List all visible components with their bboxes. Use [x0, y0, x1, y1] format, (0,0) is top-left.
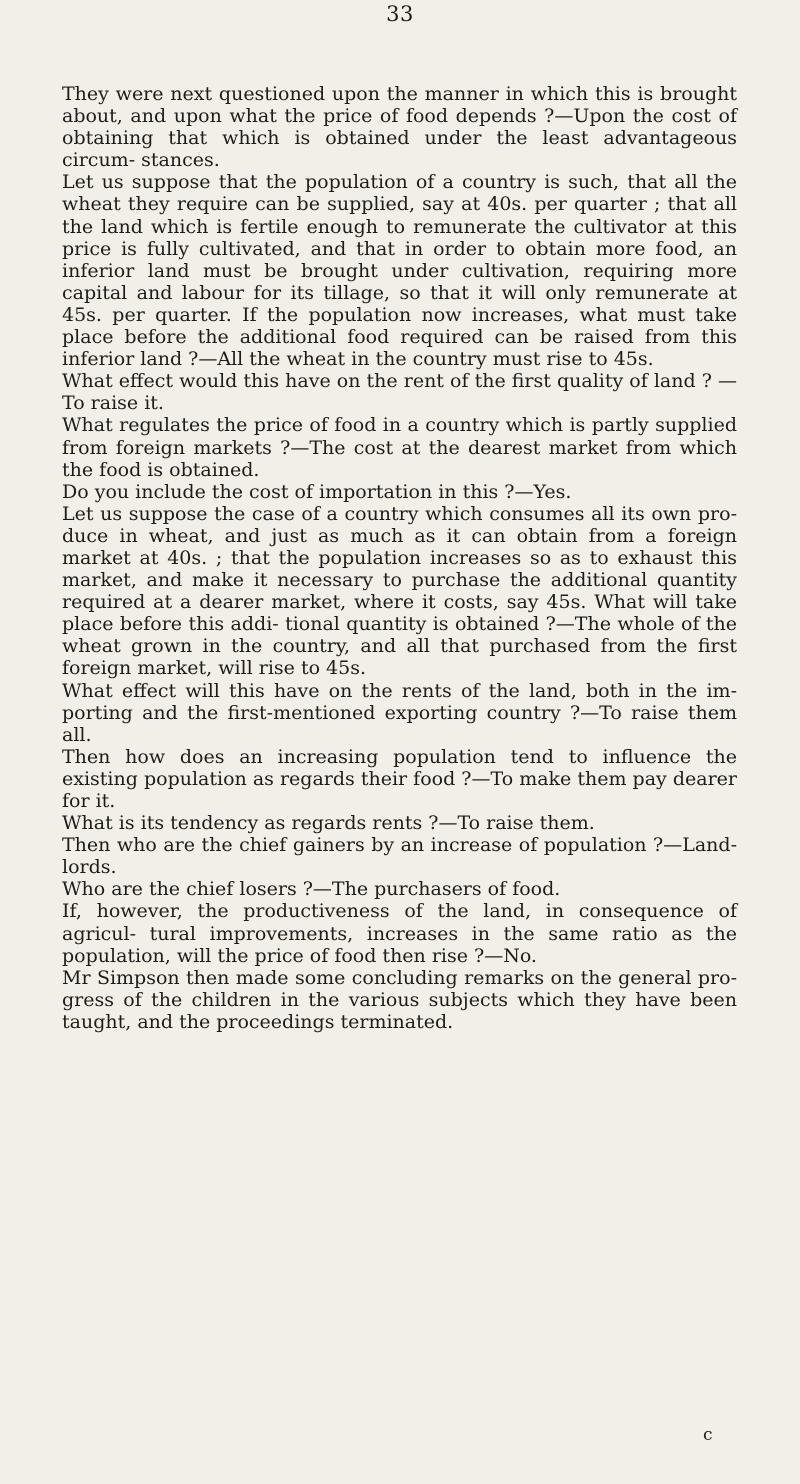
paragraph: They were next questioned upon the manner in which this is brought about, and upon what the price of food depends ?—Upon the cost of obtaining that which is obtained under the least advantageous circum- stances. [62, 83, 737, 172]
page-number: 33 [386, 2, 414, 26]
body-text [62, 83, 737, 1033]
paragraph: What regulates the price of food in a country which is partly supplied from foreign markets ?—The cost at the dearest market from which the food is obtained. [62, 414, 737, 481]
signature-mark: c [703, 1425, 714, 1445]
paragraph: What is its tendency as regards rents ?—To raise them. [62, 812, 595, 835]
paragraph: Let us suppose that the population of a country is such, that all the wheat they require can be supplied, say at 40s. per quarter ; that all the land which is fertile enough to remunerate the cultivator at this price is fully cultivated, and that in order to obtain more food, an inferior land must be brought under cultivation, requiring more capital and labour for its tillage, so that it will only remunerate at 45s. per quarter. If the population now increases, what must take place before the additional food required can be raised from this inferior land ?—All the wheat in the country must rise to 45s. [62, 171, 737, 371]
paragraph: What effect would this have on the rent of the first quality of land ? —To raise it. [62, 370, 737, 415]
paragraph: Mr Simpson then made some concluding remarks on the general pro- gress of the children in the various subjects which they have been taught, and the proceedings terminated. [62, 966, 737, 1033]
paragraph: Then how does an increasing population tend to influence the existing population as regards their food ?—To make them pay dearer for it. [62, 745, 737, 812]
paragraph: What effect will this have on the rents of the land, both in the im- porting and the first-mentioned exporting country ?—To raise them all. [62, 679, 737, 746]
paragraph: Do you include the cost of importation in this ?—Yes. [62, 480, 572, 503]
paragraph: Who are the chief losers ?—The purchasers of food. [62, 878, 561, 901]
paragraph: Then who are the chief gainers by an increase of population ?—Land- lords. [62, 834, 737, 879]
paragraph: Let us suppose the case of a country which consumes all its own pro- duce in wheat, and just as much as it can obtain from a foreign market at 40s. ; that the population increases so as to exhaust this market, and make it necessary to purchase the additional quantity required at a dearer market, where it costs, say 45s. What will take place before this addi- tional quantity is obtained ?—The whole of the wheat grown in the country, and all that purchased from the first foreign market, will rise to 45s. [62, 502, 737, 680]
paragraph: If, however, the productiveness of the land, in consequence of agricul- tural improvements, increases in the same ratio as the population, will the price of food then rise ?—No. [62, 900, 737, 967]
